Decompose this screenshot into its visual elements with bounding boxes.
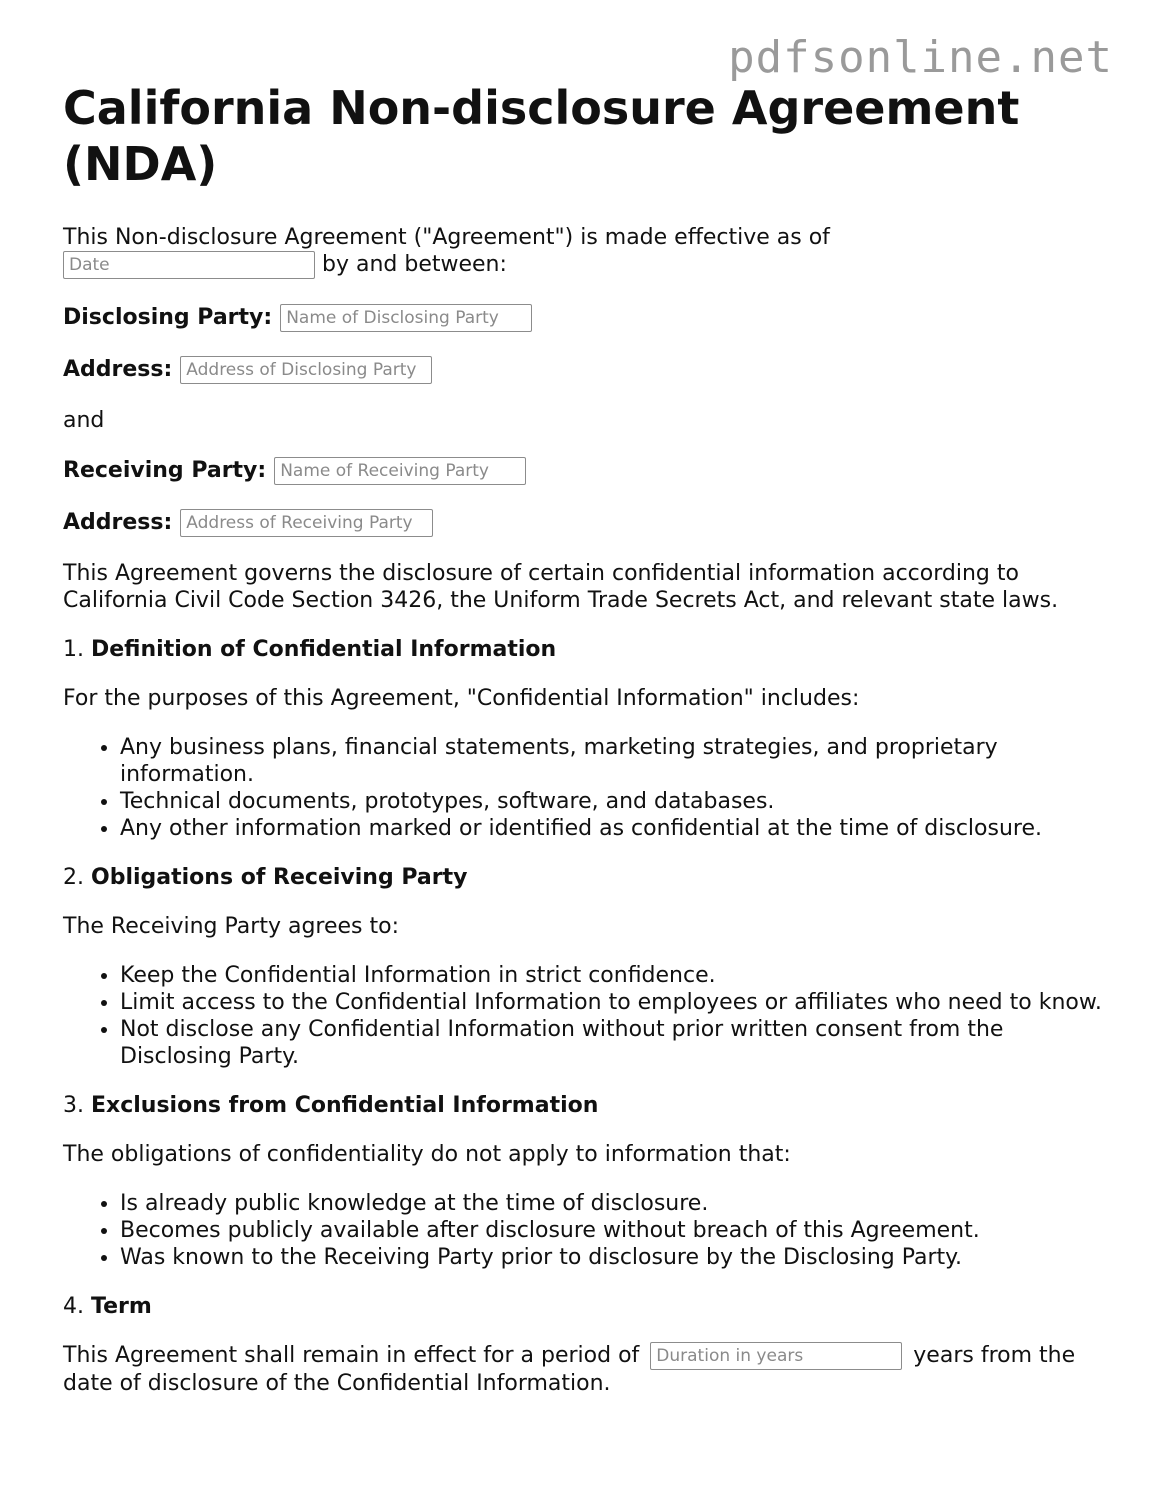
receiving-party-row: [63, 456, 1103, 485]
disclosing-address-label: Address:: [63, 357, 173, 382]
section-title: Obligations of Receiving Party: [91, 865, 468, 890]
section-2-heading: [63, 864, 1103, 891]
page-title: California Non-disclosure Agreement (NDA): [63, 81, 1020, 191]
list-item: • Was known to the Receiving Party prior to disclosure by the Disclosing Party.: [120, 1244, 1103, 1271]
list-item: • Is already public knowledge at the time of disclosure.: [120, 1190, 1103, 1217]
disclosing-party-name-input[interactable]: [280, 304, 532, 332]
date-input[interactable]: [63, 251, 315, 279]
section-4-heading: [63, 1293, 1103, 1320]
section-1-intro: For the purposes of this Agreement, "Confidential Information" includes:: [63, 686, 860, 711]
section-3-heading: [63, 1092, 1103, 1119]
section-1-list: [63, 734, 1103, 842]
intro-text-after: by and between:: [322, 252, 507, 277]
section-title: Exclusions from Confidential Information: [91, 1093, 599, 1118]
disclosing-party-label: Disclosing Party:: [63, 305, 273, 330]
list-item: • Not disclose any Confidential Information without prior written consent from the Disclosing Party.: [120, 1016, 1103, 1070]
list-item: • Becomes publicly available after disclosure without breach of this Agreement.: [120, 1217, 1103, 1244]
section-2-list: [63, 962, 1103, 1070]
and-text: and: [63, 408, 105, 433]
intro-paragraph: [63, 224, 1103, 279]
term-text-before: This Agreement shall remain in effect for a period of: [63, 1343, 640, 1368]
section-number: 3.: [63, 1093, 84, 1118]
list-item: • Any other information marked or identified as confidential at the time of disclosure.: [120, 815, 1103, 842]
duration-input[interactable]: [650, 1342, 902, 1370]
receiving-address-label: Address:: [63, 510, 173, 535]
section-3-intro: The obligations of confidentiality do not apply to information that:: [63, 1142, 791, 1167]
section-3-list: [63, 1190, 1103, 1271]
section-title: Definition of Confidential Information: [91, 637, 557, 662]
section-4-paragraph: [63, 1342, 1103, 1397]
section-number: 2.: [63, 865, 84, 890]
receiving-address-row: [63, 508, 1103, 537]
disclosing-party-row: [63, 303, 1103, 332]
receiving-address-input[interactable]: [180, 509, 433, 537]
receiving-party-label: Receiving Party:: [63, 458, 267, 483]
section-number: 1.: [63, 637, 84, 662]
disclosing-address-row: [63, 355, 1103, 384]
section-title: Term: [91, 1294, 152, 1319]
list-item: • Technical documents, prototypes, software, and databases.: [120, 788, 1103, 815]
list-item: • Keep the Confidential Information in strict confidence.: [120, 962, 1103, 989]
list-item: • Any business plans, financial statements, marketing strategies, and proprietary information.: [120, 734, 1103, 788]
intro-text: This Non-disclosure Agreement ("Agreement") is made effective as of: [63, 225, 830, 250]
watermark: pdfsonline.net: [728, 32, 1113, 83]
list-item: • Limit access to the Confidential Information to employees or affiliates who need to know.: [120, 989, 1103, 1016]
term-text-after: years from the date of disclosure of the Confidential Information.: [63, 1343, 1076, 1396]
section-2-intro: The Receiving Party agrees to:: [63, 914, 399, 939]
document-page: [63, 80, 1103, 1419]
governs-paragraph: This Agreement governs the disclosure of certain confidential information according to California Civil Code Section 3426, the Uniform Trade Secrets Act, and relevant state laws.: [63, 561, 1059, 613]
receiving-party-name-input[interactable]: [274, 457, 526, 485]
section-number: 4.: [63, 1294, 84, 1319]
section-1-heading: [63, 636, 1103, 663]
disclosing-address-input[interactable]: [180, 356, 432, 384]
